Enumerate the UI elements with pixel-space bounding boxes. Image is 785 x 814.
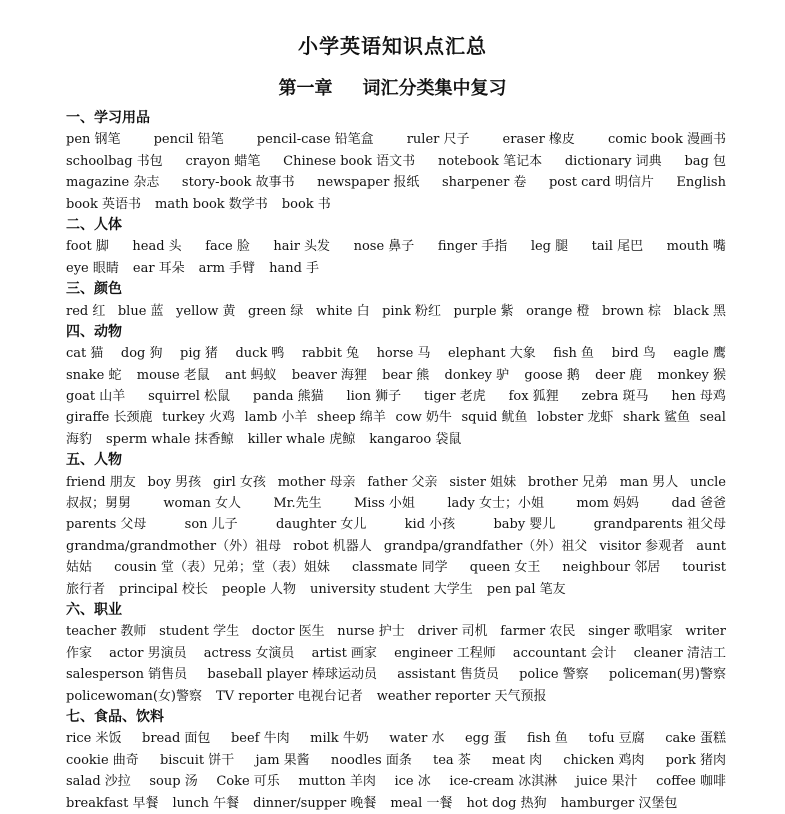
vocab-entry: post card 明信片 [548,175,654,191]
vocab-entry: hair 头发 [273,239,331,255]
vocab-row [66,643,726,664]
vocab-entry: blue 蓝 [117,303,164,319]
vocab-entry: goat 山羊 [66,389,126,405]
vocab-entry: girl 女孩 [212,474,266,490]
vocab-entry: juice 果汁 [575,774,638,790]
vocab-entry: people 人物 [221,581,297,597]
vocab-entry: Miss 小姐 [353,496,415,512]
vocab-entry: monkey 猴 [657,367,726,383]
vocab-entry: dinner/supper 晚餐 [253,795,377,811]
vocab-entry: dog 狗 [120,346,163,362]
vocab-row [66,664,726,685]
vocab-entry: kid 小孩 [404,517,456,533]
vocab-entry: nurse 护士 [337,624,405,640]
vocab-entry: sister 姐妹 [449,474,517,490]
vocab-row [66,493,726,514]
vocab-entry: meal 一餐 [390,795,453,811]
vocab-entry: white 白 [315,303,370,319]
section-heading: 二、人体 [66,216,122,233]
vocab-entry: hand 手 [269,260,320,276]
vocab-entry: zebra 斑马 [581,389,649,405]
vocab-entry: driver 司机 [417,624,488,640]
vocab-entry: fox 狐狸 [508,389,559,405]
vocab-entry: lunch 午餐 [172,795,240,811]
vocab-row [66,172,726,193]
vocab-entry: cookie 曲奇 [66,752,139,768]
vocab-entry: snake 蛇 [66,367,122,383]
vocab-entry: actress 女演员 [203,645,295,661]
vocab-entry: magazine 杂志 [66,175,160,191]
vocab-entry: police 警察 [519,667,589,683]
vocab-row [66,365,726,386]
vocab-entry: pork 猪肉 [665,752,726,768]
vocab-row [66,194,726,215]
vocab-entry: green 绿 [247,303,304,319]
vocab-row [66,621,726,642]
vocab-entry: black 黑 [673,303,726,319]
vocab-entry: father 父亲 [367,474,438,490]
vocab-entry: fish 鱼 [553,346,595,362]
vocab-entry: baseball player 棒球运动员 [207,667,377,683]
vocab-entry: Coke 可乐 [216,774,280,790]
vocab-entry: seal [699,410,726,426]
chapter-heading [0,74,785,100]
vocab-entry: red 红 [66,303,106,319]
vocab-entry: horse 马 [376,346,431,362]
chapter-number: 第一章 [278,78,333,99]
vocab-entry: foot 脚 [66,239,109,255]
vocab-entry: mouse 老鼠 [136,367,210,383]
vocab-entry: ruler 尺子 [406,132,470,148]
vocab-row [66,536,726,557]
vocab-entry: shark 鲨鱼 [622,410,690,426]
vocab-entry: jam 果酱 [255,752,310,768]
vocab-entry: sharpener 卷 [441,175,527,191]
vocab-row [66,750,726,771]
vocab-entry: mutton 羊肉 [298,774,376,790]
vocab-row [66,407,726,428]
vocab-entry: meat 肉 [491,752,543,768]
vocab-entry: dictionary 词典 [564,153,662,169]
vocab-entry: grandparents 祖父母 [593,517,726,533]
vocab-entry: salad 沙拉 [66,774,131,790]
vocab-entry: beef 牛肉 [230,731,290,747]
vocab-entry: book 英语书 [66,196,141,212]
vocab-entry: rice 米饭 [66,731,122,747]
vocab-entry: mother 母亲 [277,474,356,490]
vocab-entry: woman 女人 [163,496,241,512]
vocab-entry: fish 鱼 [526,731,568,747]
vocab-entry: water 水 [389,731,445,747]
section-heading: 四、动物 [66,323,122,340]
vocab-entry: cat 猫 [66,346,104,362]
vocab-entry: writer [685,624,726,640]
vocab-entry: 叔叔；舅舅 [66,496,132,512]
vocab-entry: 作家 [66,645,93,661]
vocab-entry: ear 耳朵 [132,260,185,276]
vocab-entry: grandpa/grandfather（外）祖父 [383,538,588,554]
vocab-entry: beaver 海狸 [291,367,367,383]
vocab-entry: Chinese book 语文书 [283,153,416,169]
vocab-entry: principal 校长 [119,581,208,597]
vocab-entry: giraffe 长颈鹿 [66,410,153,426]
vocab-entry: bag 包 [684,153,726,169]
vocab-row [66,386,726,407]
vocab-entry: finger 手指 [437,239,508,255]
vocab-entry: teacher 教师 [66,624,147,640]
vocab-entry: singer 歌唱家 [588,624,673,640]
vocab-entry: 姑姑 [66,560,93,576]
vocab-entry: math book 数学书 [155,196,268,212]
vocab-entry: aunt [696,538,726,554]
vocab-entry: duck 鸭 [235,346,285,362]
vocab-entry: policewoman(女)警察 [66,688,202,704]
vocabulary-list [66,108,726,814]
vocab-entry: arm 手臂 [198,260,256,276]
vocab-entry: university student 大学生 [310,581,473,597]
vocab-entry: brother 兄弟 [527,474,608,490]
vocab-entry: squid 鱿鱼 [461,410,528,426]
vocab-entry: man 男人 [619,474,679,490]
vocab-entry: grandma/grandmother（外）祖母 [66,538,282,554]
vocab-entry: 旅行者 [66,581,106,597]
vocab-entry: pencil 铅笔 [153,132,224,148]
vocab-row [66,579,726,600]
vocab-entry: baby 婴儿 [493,517,556,533]
vocab-entry: cousin 堂（表）兄弟；堂（表）姐妹 [114,560,330,576]
vocab-entry: orange 橙 [526,303,590,319]
vocab-entry: queen 女王 [469,560,541,576]
vocab-entry: ant 蚂蚁 [225,367,277,383]
vocab-entry: pig 猪 [180,346,218,362]
vocab-entry: parents 父母 [66,517,147,533]
vocab-entry: biscuit 饼干 [159,752,235,768]
chapter-name: 词汇分类集中复习 [362,78,507,99]
vocab-entry: sheep 绵羊 [316,410,386,426]
vocab-entry: doctor 医生 [251,624,325,640]
vocab-entry: lady 女士；小姐 [447,496,545,512]
vocab-entry: egg 蛋 [464,731,507,747]
vocab-row [66,728,726,749]
vocab-entry: yellow 黄 [176,303,236,319]
vocab-entry: mouth 嘴 [666,239,726,255]
vocab-entry: coffee 咖啡 [656,774,726,790]
section-heading: 六、职业 [66,601,122,618]
vocab-entry: pen 钢笔 [66,132,121,148]
section-heading: 五、人物 [66,452,122,469]
vocab-entry: dad 爸爸 [671,496,726,512]
vocab-entry: tail 尾巴 [591,239,644,255]
vocab-entry: eye 眼睛 [66,260,119,276]
vocab-entry: engineer 工程师 [394,645,496,661]
vocab-entry: bear 熊 [382,367,430,383]
vocab-entry: pink 粉红 [382,303,441,319]
vocab-row [66,236,726,257]
vocab-entry: ice-cream 冰淇淋 [449,774,558,790]
vocab-entry: rabbit 兔 [301,346,360,362]
vocab-entry: student 学生 [159,624,240,640]
vocab-entry: soup 汤 [149,774,198,790]
vocab-entry: brown 棕 [601,303,661,319]
section-heading: 三、颜色 [66,281,122,298]
vocab-entry: story-book 故事书 [181,175,295,191]
vocab-entry: hamburger 汉堡包 [560,795,678,811]
vocab-row [66,301,726,322]
vocab-row [66,343,726,364]
vocab-entry: actor 男演员 [109,645,187,661]
section-heading: 七、食品、饮料 [66,708,164,725]
vocab-entry: lion 狮子 [346,389,402,405]
vocab-entry: uncle [690,474,726,490]
vocab-entry: hot dog 热狗 [466,795,547,811]
vocab-entry: noodles 面条 [330,752,412,768]
vocab-entry: schoolbag 书包 [66,153,163,169]
vocab-entry: tea 茶 [433,752,471,768]
vocab-row [66,557,726,578]
vocab-entry: tourist [682,560,726,576]
vocab-entry: salesperson 销售员 [66,667,188,683]
vocab-entry: boy 男孩 [147,474,202,490]
vocab-entry: mom 妈妈 [576,496,640,512]
vocab-entry: lobster 龙虾 [537,410,614,426]
vocab-entry: artist 画家 [311,645,377,661]
vocab-entry: policeman(男)警察 [608,667,726,683]
vocab-entry: leg 腿 [530,239,569,255]
vocab-entry: pen pal 笔友 [486,581,566,597]
vocab-entry: kangaroo 袋鼠 [369,431,462,447]
vocab-entry: cleaner 清洁工 [633,645,726,661]
vocab-entry: goose 鹅 [524,367,580,383]
vocab-entry: nose 鼻子 [353,239,415,255]
vocab-entry: book 书 [281,196,331,212]
vocab-entry: weather reporter 天气预报 [376,688,547,704]
vocab-entry: chicken 鸡肉 [563,752,645,768]
vocab-entry: deer 鹿 [595,367,643,383]
vocab-row [66,793,726,814]
vocab-entry: turkey 火鸡 [162,410,235,426]
vocab-entry: eraser 橡皮 [502,132,575,148]
vocab-entry: English [676,175,726,191]
vocab-row [66,686,726,707]
vocab-entry: head 头 [132,239,182,255]
vocab-entry: crayon 蜡笔 [185,153,261,169]
vocab-entry: TV reporter 电视台记者 [216,688,363,704]
vocab-entry: son 儿子 [184,517,238,533]
vocab-entry: ice 冰 [394,774,431,790]
vocab-entry: lamb 小羊 [244,410,308,426]
section-heading: 一、学习用品 [66,110,150,126]
vocab-entry: 海豹 [66,431,93,447]
vocab-row [66,429,726,450]
vocab-entry: killer whale 虎鲸 [247,431,356,447]
vocab-entry: friend 朋友 [66,474,136,490]
vocab-entry: Mr.先生 [273,496,322,512]
vocab-entry: tiger 老虎 [423,389,486,405]
vocab-entry: tofu 豆腐 [588,731,645,747]
vocab-row [66,472,726,493]
vocab-entry: squirrel 松鼠 [148,389,231,405]
vocab-entry: farmer 农民 [500,624,576,640]
vocab-entry: accountant 会计 [512,645,617,661]
vocab-row [66,258,726,279]
vocab-entry: elephant 大象 [447,346,536,362]
vocab-entry: robot 机器人 [293,538,372,554]
vocab-entry: breakfast 早餐 [66,795,159,811]
vocab-entry: eagle 鹰 [673,346,726,362]
vocab-entry: cake 蛋糕 [665,731,726,747]
vocab-entry: donkey 驴 [444,367,510,383]
vocab-entry: face 脸 [205,239,250,255]
vocab-row [66,514,726,535]
vocab-row [66,151,726,172]
document-title: 小学英语知识点汇总 [298,34,487,58]
vocab-row [66,129,726,150]
vocab-entry: purple 紫 [453,303,514,319]
vocab-entry: visitor 参观者 [599,538,685,554]
vocab-entry: bread 面包 [142,731,211,747]
vocab-entry: assistant 售货员 [397,667,499,683]
vocab-entry: neighbour 邻居 [562,560,661,576]
vocab-row [66,771,726,792]
vocab-entry: milk 牛奶 [310,731,369,747]
vocab-entry: cow 奶牛 [395,410,452,426]
vocab-entry: hen 母鸡 [671,389,726,405]
vocab-entry: bird 鸟 [611,346,656,362]
vocab-entry: pencil-case 铅笔盒 [256,132,374,148]
vocab-entry: daughter 女儿 [275,517,367,533]
vocab-entry: notebook 笔记本 [437,153,543,169]
vocab-entry: classmate 同学 [352,560,448,576]
vocab-entry: panda 熊猫 [252,389,324,405]
vocab-entry: sperm whale 抹香鲸 [106,431,234,447]
vocab-entry: newspaper 报纸 [317,175,420,191]
vocab-entry: comic book 漫画书 [607,132,726,148]
